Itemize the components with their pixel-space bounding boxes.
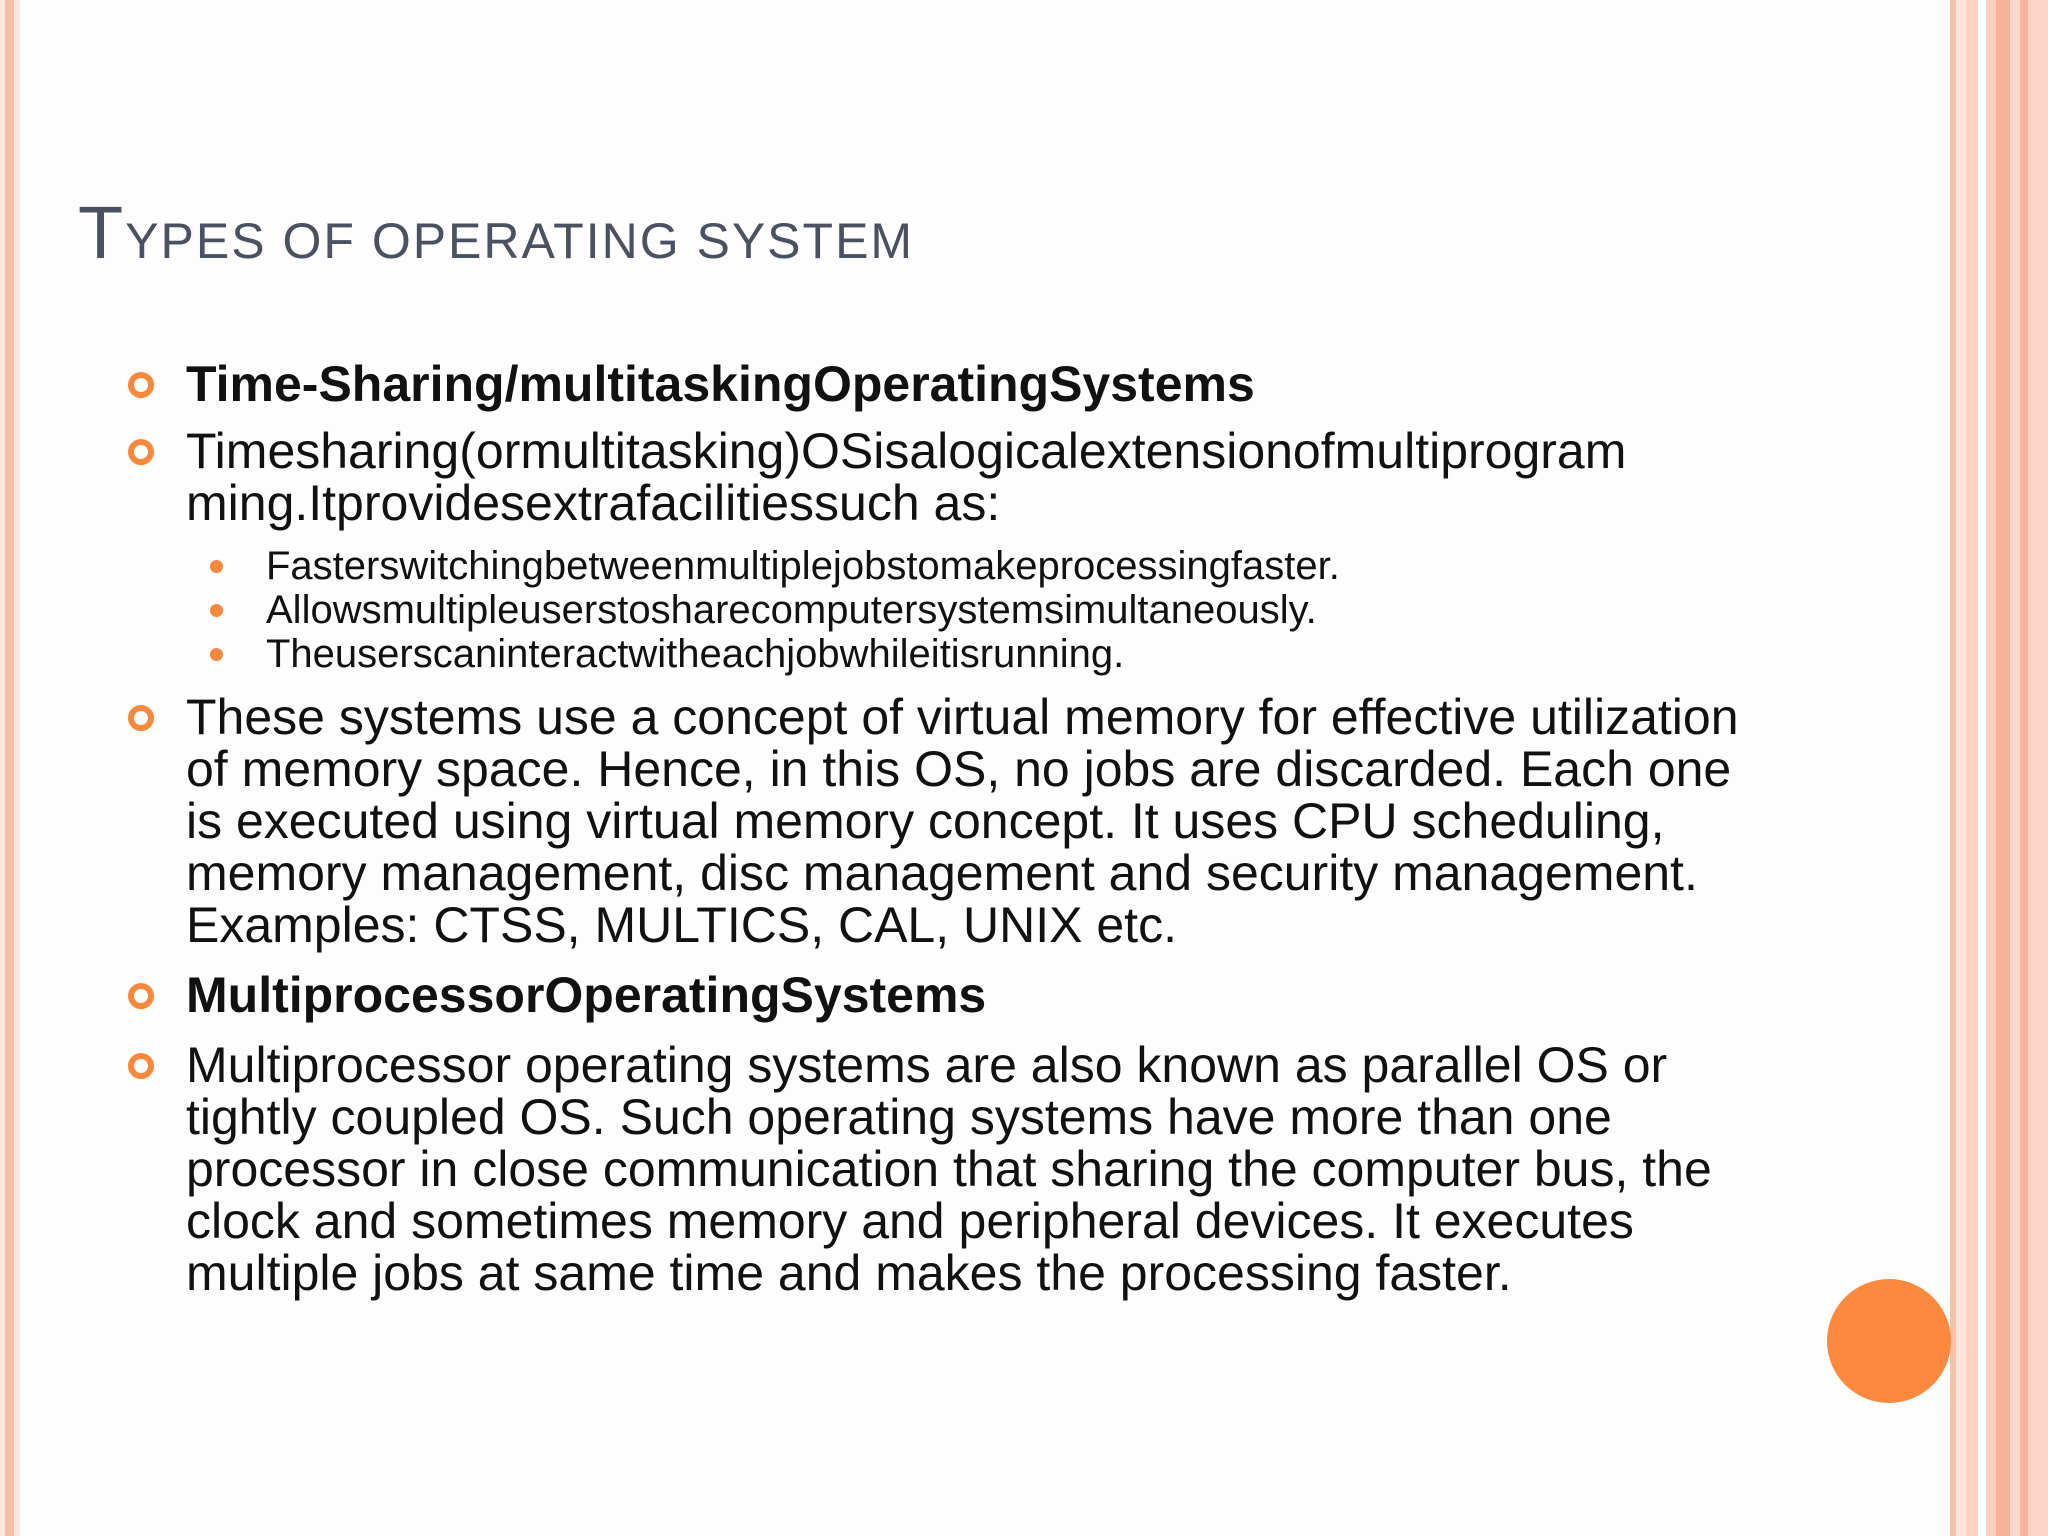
sub-bullet-multiple-users [128, 588, 1758, 632]
filled-dot-icon [210, 560, 223, 573]
hollow-circle-icon [128, 705, 154, 731]
slide-title-initial: T [78, 191, 126, 274]
sub-bullet-user-interaction [128, 632, 1758, 676]
sub-bullet-text: Fasterswitchingbetweenmultiplejobstomakeprocessingfaster. [266, 544, 1340, 588]
bullet-text: These systems use a concept of virtual memory for effective utilization of memory space. Hence, in this OS, no jobs are discarded. Each one is executed using virtual memory concept. It uses CPU scheduling, memory management, disc management and security management. Examples: CTSS, MULTICS, CAL, UNIX etc. [186, 689, 1739, 953]
bullet-heading-multiprocessor [128, 969, 1758, 1021]
right-border-decoration [1950, 0, 2048, 1536]
sub-bullet-faster-switching [128, 544, 1758, 588]
filled-dot-icon [210, 604, 223, 617]
hollow-circle-icon [128, 983, 154, 1009]
bullet-heading-time-sharing [128, 358, 1758, 410]
bullet-text: Timesharing(ormultitasking)OSisalogicalextensionofmultiprogram ming.Itprovidesextrafacilitiessuch as: [186, 423, 1627, 531]
bullet-virtual-memory [128, 691, 1758, 951]
bullet-text: MultiprocessorOperatingSystems [186, 967, 987, 1023]
left-border-decoration [0, 0, 26, 1536]
bullet-multiprocessor-description [128, 1039, 1758, 1299]
sub-bullet-text: Theuserscaninteractwitheachjobwhileitisrunning. [266, 632, 1125, 676]
orange-circle-decoration [1827, 1279, 1951, 1403]
hollow-circle-icon [128, 439, 154, 465]
filled-dot-icon [210, 648, 223, 661]
slide-title [78, 191, 915, 274]
slide-title-rest: YPES OF OPERATING SYSTEM [125, 213, 915, 269]
bullet-text: Time-Sharing/multitaskingOperatingSystems [186, 356, 1255, 412]
bullet-time-sharing-description [128, 425, 1758, 529]
slide-body [128, 358, 1758, 1299]
bullet-text: Multiprocessor operating systems are also known as parallel OS or tightly coupled OS. Such operating systems have more than one processor in close communication that sharing the computer bus, the clock and sometimes memory and peripheral devices. It executes multiple jobs at same time and makes the processing faster. [186, 1037, 1712, 1301]
hollow-circle-icon [128, 1053, 154, 1079]
hollow-circle-icon [128, 372, 154, 398]
sub-bullet-text: Allowsmultipleuserstosharecomputersystemsimultaneously. [266, 588, 1317, 632]
